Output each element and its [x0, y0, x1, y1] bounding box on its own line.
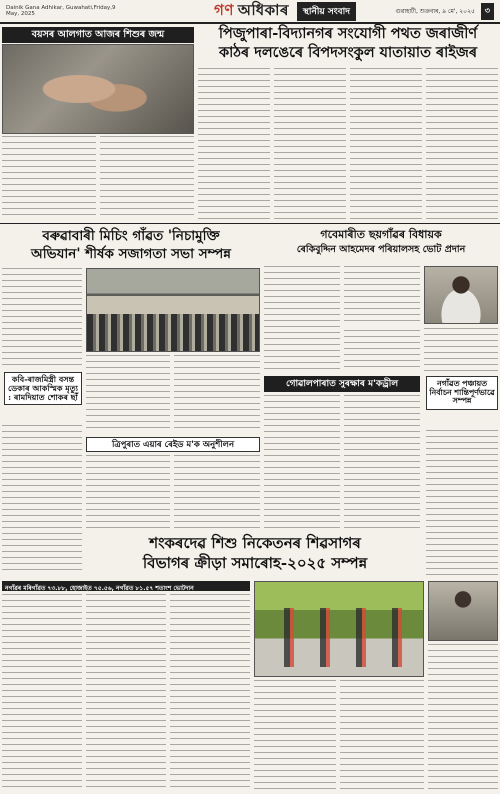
goalpara-col-1: [264, 395, 340, 530]
poet-col: [2, 425, 82, 575]
poet-headline: কবি-ৰাজমিস্ত্ৰী বসন্ত ডেকাৰ আকস্মিক মৃত্যু : ৰামদিয়াত শোকৰ ছাঁ: [4, 372, 82, 405]
baby-story-col-1: [2, 136, 96, 220]
brand: [214, 0, 289, 24]
header-date: গুৱাহাটী, শুক্ৰবাৰ, ৯ মে', ২০২৫: [395, 7, 475, 15]
brand-left: গণ: [214, 0, 234, 19]
nagaon-headline: নগাঁৱত পঞ্চায়ত নিৰ্বাচন শান্তিপূৰ্ণভাৱে সম্পন্ন: [426, 376, 498, 410]
mla-col-1: [264, 266, 340, 370]
turnout-strip: নগাঁৱৰ মৰিগাঁৱত ৭৩.৮৮, হোজাইত ৭৫.৫৬, নগাঁৱত ৮১.৫৭ শতাংশ ভোটদান: [2, 581, 250, 591]
seminar-headline-1: বৰুৱাবাৰী মিচিং গাঁৱত 'নিচামুক্তি: [42, 228, 220, 244]
road-headline-2: কাঠৰ দলঙেৰে বিপদসংকুল যাতায়াত ৰাইজৰ: [218, 44, 478, 61]
seminar-col-3: [174, 355, 260, 433]
newborn-photo: [2, 44, 194, 134]
seminar-col-1: [2, 268, 82, 368]
meeting-photo: [86, 268, 260, 352]
goalpara-headline: গোৱালপাৰাত সুৰক্ষাৰ ম'কড্ৰীল: [264, 376, 420, 392]
mla-headline-2: ৰেকিবুদ্দিন আহমেদৰ পৰিয়ালসহ ভোট প্ৰদান: [296, 244, 466, 255]
seminar-col-2: [86, 355, 170, 433]
side-col: [428, 644, 498, 790]
sports-photo: [254, 581, 424, 677]
header-date-block: [396, 3, 494, 20]
rule-top: [0, 223, 500, 224]
turnout-col-2: [86, 594, 166, 790]
section-label: স্থানীয় সংবাদ: [297, 2, 356, 21]
road-col-2: [274, 68, 346, 220]
baby-caption: বয়সৰ আলগাত আজৰ শিশুৰ জন্ম: [2, 27, 194, 43]
mla-col-2: [344, 266, 420, 326]
nagaon-col: [426, 430, 498, 575]
tripura-col-1: [86, 455, 170, 530]
school-headline-2: বিভাগৰ ক্ৰীড়া সমাৰোহ-২০২৫ সম্পন্ন: [142, 554, 368, 572]
road-headline-1: পিজুপাৰা-বিদ্যানগৰ সংযোগী পথত জৰাজীৰ্ণ: [218, 25, 478, 42]
seminar-headline-2: অভিযান' শীৰ্ষক সজাগতা সভা সম্পন্ন: [31, 246, 231, 262]
tripura-col-2: [174, 455, 260, 530]
road-col-4: [426, 68, 498, 220]
masthead: [0, 0, 500, 24]
tripura-headline: ত্ৰিপুৰাত এয়াৰ ৰেইড ম'ক অনুশীলন: [86, 437, 260, 452]
mla-col-2b: [344, 330, 420, 370]
baby-story-col-2: [100, 136, 194, 220]
goalpara-col-2: [344, 395, 420, 530]
side-photo: [428, 581, 498, 641]
mla-col-3: [424, 328, 498, 372]
turnout-col-1: [2, 594, 82, 790]
portrait-photo: [424, 266, 498, 324]
brand-right: অধিকাৰ: [237, 0, 289, 19]
paper-line: Dainik Gana Adhikar, Guwahati,Friday,9 May, 2025: [6, 4, 116, 17]
road-col-1: [198, 68, 270, 220]
school-col-2: [340, 680, 424, 790]
mla-headline-1: গবেমাৰীত ছয়গাঁৱৰ বিধায়ক: [320, 228, 442, 241]
school-headline-1: শংকৰদেৱ শিশু নিকেতনৰ শিৱসাগৰ: [149, 534, 361, 552]
school-col-1: [254, 680, 336, 790]
page-number: ৩: [481, 3, 494, 20]
road-col-3: [350, 68, 422, 220]
turnout-col-3: [170, 594, 250, 790]
